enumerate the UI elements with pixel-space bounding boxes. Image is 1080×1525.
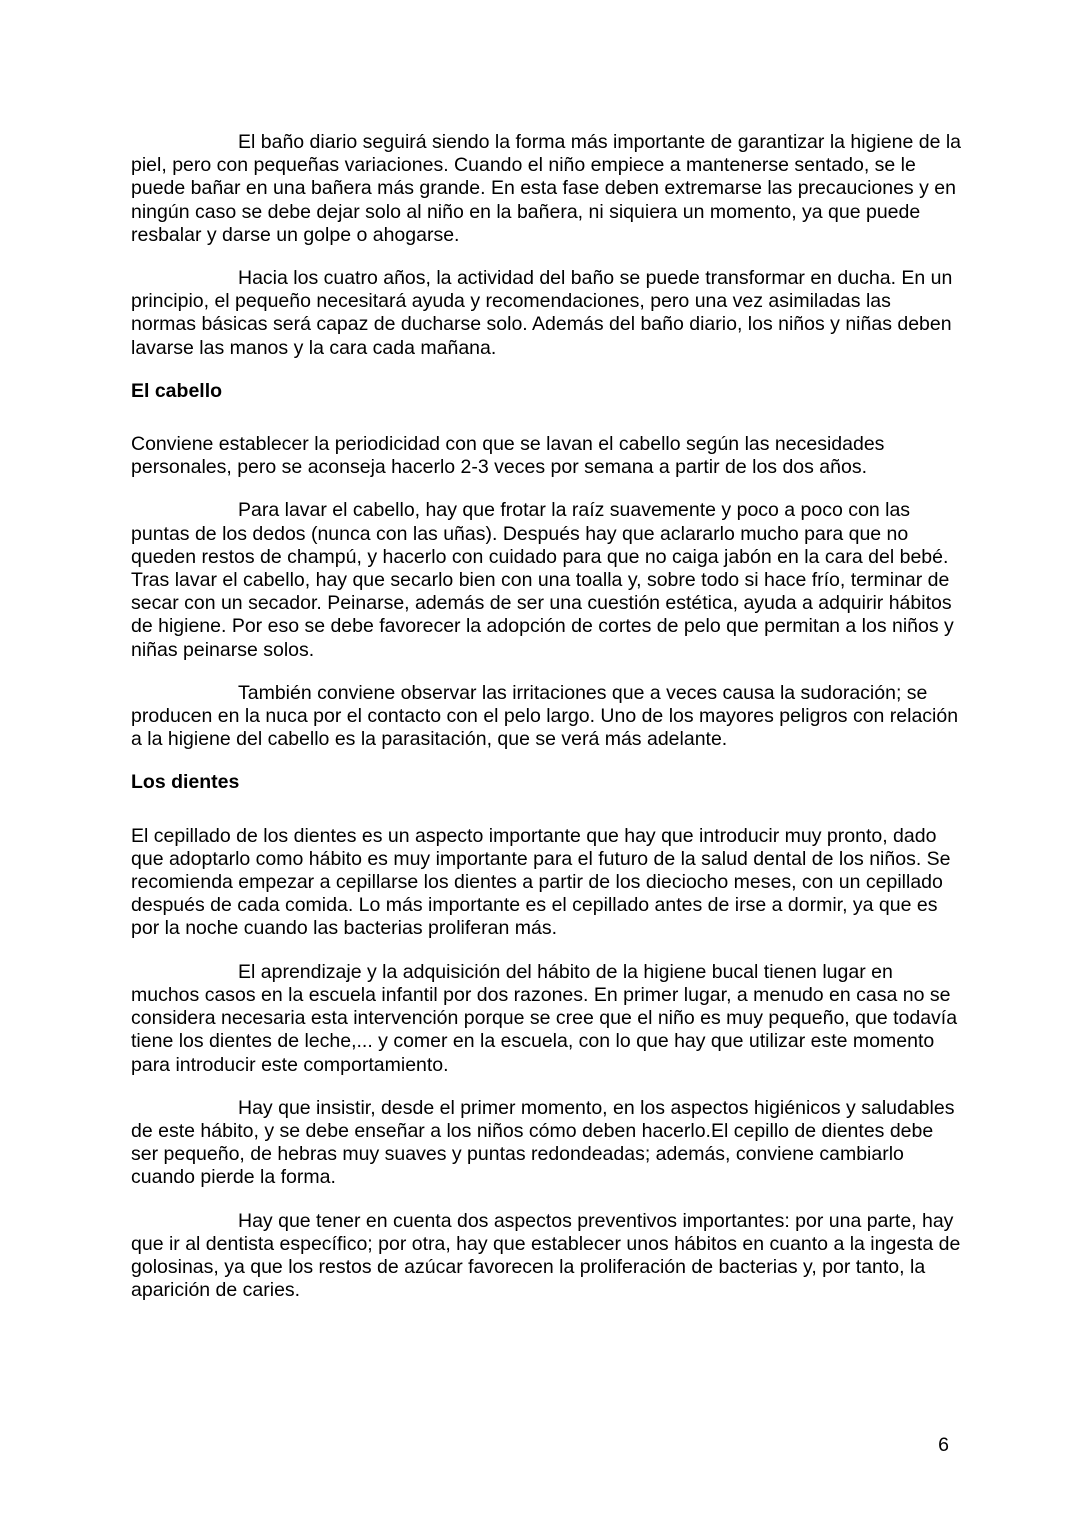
paragraph-dientes-insistir: Hay que insistir, desde el primer momento, en los aspectos higiénicos y saludables de este hábito, y se debe enseñar a los niños cómo deben hacerlo.El cepillo de dientes debe ser pequeño, de hebras muy suaves y puntas redondeadas; además, conviene cambiarlo cuando pierde la forma.: [131, 1096, 955, 1189]
paragraph-ducha: Hacia los cuatro años, la actividad del baño se puede transformar en ducha. En un principio, el pequeño necesitará ayuda y recomendaciones, pero una vez asimiladas las normas básicas será capaz de ducharse solo. Además del baño diario, los niños y niñas deben lavarse las manos y la cara cada mañana.: [131, 267, 953, 359]
paragraph-cabello-lavado: Para lavar el cabello, hay que frotar la raíz suavemente y poco a poco con las puntas de los dedos (nunca con las uñas). Después hay que aclararlo mucho para que no queden restos de champú, y hacerlo con cuidado para que no caiga jabón en la cara del bebé. Tras lavar el cabello, hay que secarlo bien con una toalla y, sobre todo si hace frío, terminar de secar con un secador. Peinarse, además de ser una cuestión estética, ayuda a adquirir hábitos de higiene. Por eso se debe favorecer la adopción de cortes de pelo que permitan a los niños y niñas peinarse solos.: [131, 499, 954, 661]
paragraph-dientes-cepillado: El cepillado de los dientes es un aspecto importante que hay que introducir muy pronto, dado que adoptarlo como hábito es muy importante para el futuro de la salud dental de los niños. Se recomienda empezar a cepillarse los dientes a partir de los dieciocho meses, con un cepillado después de cada comida. Lo más importante es el cepillado antes de irse a dormir, ya que es por la noche cuando las bacterias proliferan más.: [131, 824, 951, 940]
heading-los-dientes: Los dientes: [131, 771, 240, 794]
page-content: [131, 131, 961, 1322]
paragraph-dientes-aprendizaje: El aprendizaje y la adquisición del hábito de la higiene bucal tienen lugar en muchos casos en la escuela infantil por dos razones. En primer lugar, a menudo en casa no se considera necesaria esta intervención porque se cree que el niño es muy pequeño, que todavía tiene los dientes de leche,... y comer en la escuela, con lo que hay que utilizar este momento para introducir este comportamiento.: [131, 960, 958, 1076]
page-number: 6: [938, 1434, 949, 1456]
paragraph-cabello-periodicidad: Conviene establecer la periodicidad con que se lavan el cabello según las necesidades personales, pero se aconseja hacerlo 2-3 veces por semana a partir de los dos años.: [131, 433, 885, 479]
heading-el-cabello: El cabello: [131, 379, 223, 402]
paragraph-bano-diario: El baño diario seguirá siendo la forma más importante de garantizar la higiene de la piel, pero con pequeñas variaciones. Cuando el niño empiece a mantenerse sentado, se le puede bañar en una bañera más grande. En esta fase deben extremarse las precauciones y en ningún caso se debe dejar solo al niño en la bañera, ni siquiera un momento, ya que puede resbalar y darse un golpe o ahogarse.: [131, 131, 962, 246]
paragraph-cabello-irritaciones: También conviene observar las irritaciones que a veces causa la sudoración; se producen en la nuca por el contacto con el pelo largo. Uno de los mayores peligros con relación a la higiene del cabello es la parasitación, que se verá más adelante.: [131, 681, 959, 751]
paragraph-dientes-preventivos: Hay que tener en cuenta dos aspectos preventivos importantes: por una parte, hay que ir al dentista específico; por otra, hay que establecer unos hábitos en cuanto a la ingesta de golosinas, ya que los restos de azúcar favorecen la proliferación de bacterias y, por tanto, la aparición de caries.: [131, 1209, 961, 1302]
